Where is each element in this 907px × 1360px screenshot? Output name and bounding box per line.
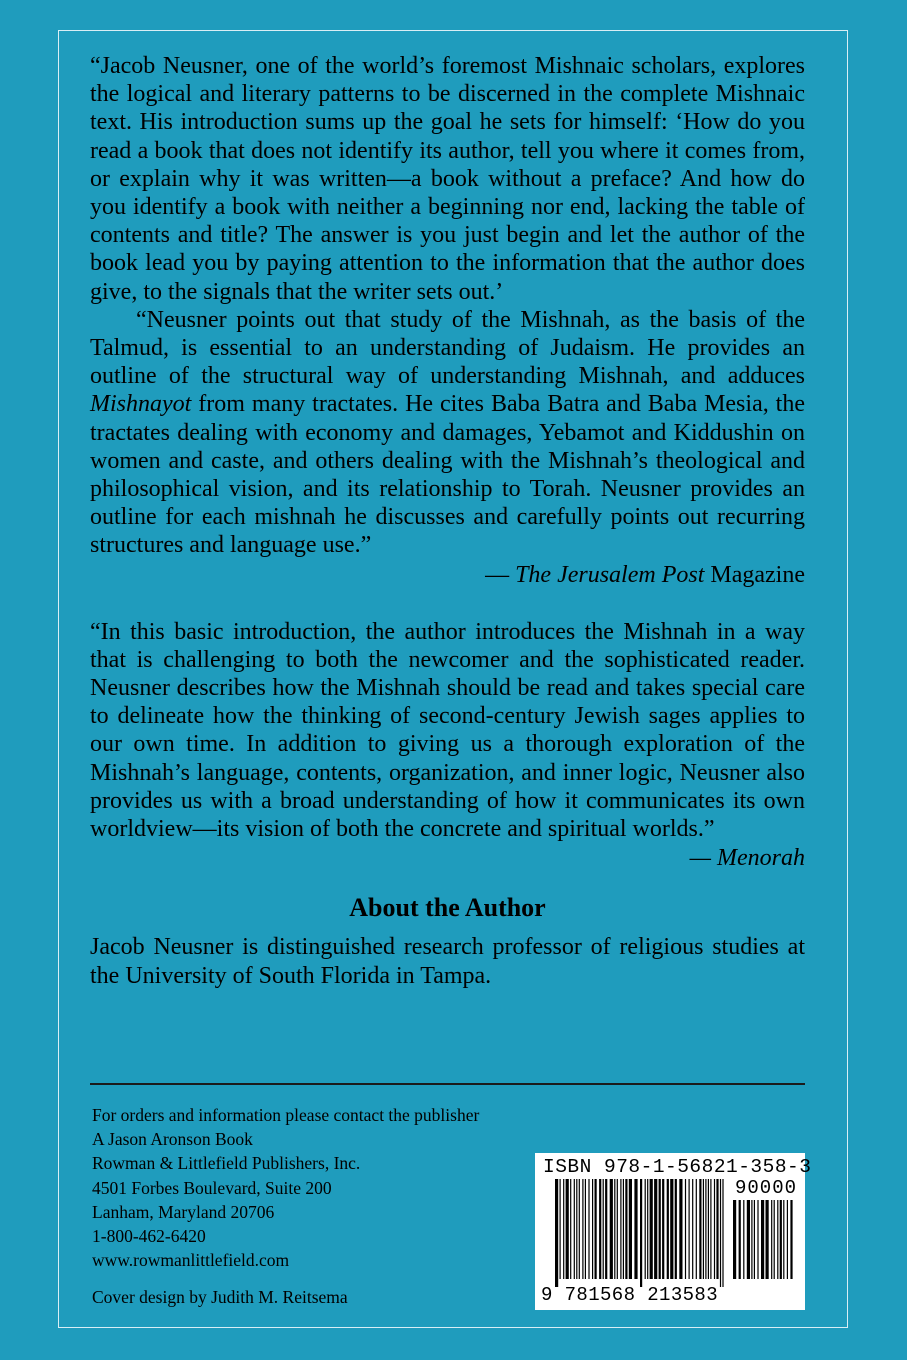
barcode-bar [595,1179,597,1279]
barcode-bar [754,1200,755,1279]
isbn-barcode [535,1153,812,1310]
barcode-bar [555,1179,558,1287]
barcode-bar [582,1179,583,1279]
barcode-bar [783,1200,784,1279]
review-1-paragraph-2-end: from many tractates. He cites Baba Batra and Baba Mesia, the tractates dealing with economy and damages, Yebamot and Kiddushin on women and caste, and others dealing with the Mishnah’s theological and philosophical vision, and its relationship to Torah. Neusner provides an outline for each mishnah he discusses and carefully points out recurring structures and language use.” [90,391,805,559]
barcode-bar [617,1179,618,1279]
barcode-bar [647,1179,648,1279]
barcode-bar [787,1200,788,1279]
barcode-bar [566,1179,569,1279]
review-1-paragraph-2 [90,306,805,560]
publisher-line: 4501 Forbes Boulevard, Suite 200 [92,1177,332,1198]
barcode-bar [585,1179,586,1279]
barcode-bar [720,1179,721,1287]
barcode-bar [780,1200,782,1279]
barcode-bar [603,1179,604,1279]
barcode-bar [623,1179,624,1279]
publisher-phone: 1-800-462-6420 [92,1226,206,1247]
barcode-bar [675,1179,677,1279]
barcode-bar [696,1179,697,1279]
jerusalem-post-source: The Jerusalem Post [515,561,705,588]
publisher-website: www.rowmanlittlefield.com [92,1250,290,1271]
price-code: 90000 [734,1177,797,1199]
barcode-bar [714,1179,715,1279]
magazine-suffix: Magazine [704,561,805,588]
divider-rule [90,1083,805,1085]
review-1-paragraph-2-start: “Neusner points out that study of the Mishnah, as the basis of the Talmud, is essential to an understanding of Judaism. He provides an outline of the structural way of understanding Mishnah, and adduces [90,306,805,390]
barcode-bar [705,1179,706,1279]
barcode-bar [654,1179,657,1279]
barcode-bar [650,1179,653,1279]
attribution-dash: — [485,561,516,588]
review-2-paragraph: “In this basic introduction, the author introduces the Mishnah in a way that is challenging to both the newcomer and the sophisticated reader. Neusner describes how the Mishnah should be read and takes special care to delineate how the thinking of second-century Jewish sages applies to our own time. In addition to giving us a thorough exploration of the Mishnah’s language, contents, organization, and inner logic, Neusner also provides us with a broad understanding of how it communicates its own worldview—its vision of both the concrete and spiritual worlds.” [90,618,805,843]
barcode-bar [699,1179,701,1279]
barcode-bar [588,1179,589,1279]
about-author-heading: About the Author [349,893,546,923]
barcode-bar [634,1179,637,1279]
barcode-bar [761,1200,764,1279]
barcode-bar [645,1179,646,1279]
menorah-source: — Menorah [689,845,805,872]
barcode-bar [689,1179,690,1279]
barcode-bar [751,1200,752,1279]
barcode-bar [771,1200,772,1279]
barcode-bar [576,1179,577,1279]
barcode-bar [625,1179,627,1279]
barcode-bar [579,1179,580,1279]
barcode-bar [790,1200,792,1279]
barcode-bar [743,1200,744,1279]
barcode-bar [560,1179,561,1279]
addon-barcode-bars [733,1200,795,1287]
barcode-bar [757,1200,758,1279]
barcode-bar [774,1200,775,1279]
barcode-bar [739,1200,741,1279]
barcode-bar [685,1179,686,1279]
barcode-bar [766,1200,769,1279]
publisher-contact [92,1103,562,1272]
barcode-bar [662,1179,664,1279]
barcode-bar [722,1179,723,1287]
barcode-bar [599,1179,601,1279]
publisher-line: For orders and information please contact the publisher [92,1105,480,1125]
barcode-bar [670,1179,673,1279]
barcode-bar [620,1179,621,1279]
barcode-bar [777,1200,778,1279]
barcode-bar [747,1200,750,1279]
barcode-bar [563,1179,564,1279]
barcode-bar [679,1179,682,1279]
barcode-bar [640,1179,642,1287]
publisher-line: Rowman & Littlefield Publishers, Inc. [92,1153,361,1174]
review-2-attribution [90,843,805,873]
barcode-bar [574,1179,575,1279]
barcode-bar [708,1179,709,1279]
publisher-line: Lanham, Maryland 20706 [92,1201,275,1222]
barcode-bar [692,1179,693,1279]
back-cover-text [90,52,805,990]
barcode-bar [716,1179,718,1279]
barcode-bar [605,1179,607,1279]
barcode-bar [570,1179,571,1279]
barcode-bar [703,1179,704,1279]
review-1-attribution [90,560,805,590]
review-1-paragraph-1: “Jacob Neusner, one of the world’s foremost Mishnaic scholars, explores the logical and literary patterns to be discerned in the complete Mishnaic text. His introduction sums up the goal he sets for himself: ‘How do you read a book that does not identify its author, tell you where it comes from, or explain why it was written—a book without a preface? And how do you identify a book with neither a beginning nor end, lacking the table of contents and title? The answer is you just begin and let the author of the book lead you by paying attention to the information that the author does give, to the signals that the writer sets out.’ [90,53,805,305]
isbn-label: ISBN 978-1-56821-358-3 [543,1156,812,1178]
barcode-bar [614,1179,615,1279]
publisher-line: A Jason Aronson Book [92,1129,253,1150]
barcode-bar [659,1179,661,1279]
barcode-bar [733,1200,736,1279]
barcode-bar [667,1179,669,1279]
barcode-bar [629,1179,632,1279]
barcode-bar [592,1179,593,1279]
ean-barcode-bars [555,1179,725,1287]
mishnayot-italic: Mishnayot [90,391,192,418]
cover-design-credit: Cover design by Judith M. Reitsema [92,1287,348,1307]
about-author-text: Jacob Neusner is distinguished research professor of religious studies at the University of South Florida in Tampa. [90,934,805,989]
ean-digits: 9 781568 213583 [541,1284,719,1306]
barcode-bar [710,1179,711,1279]
barcode-bar [610,1179,613,1279]
